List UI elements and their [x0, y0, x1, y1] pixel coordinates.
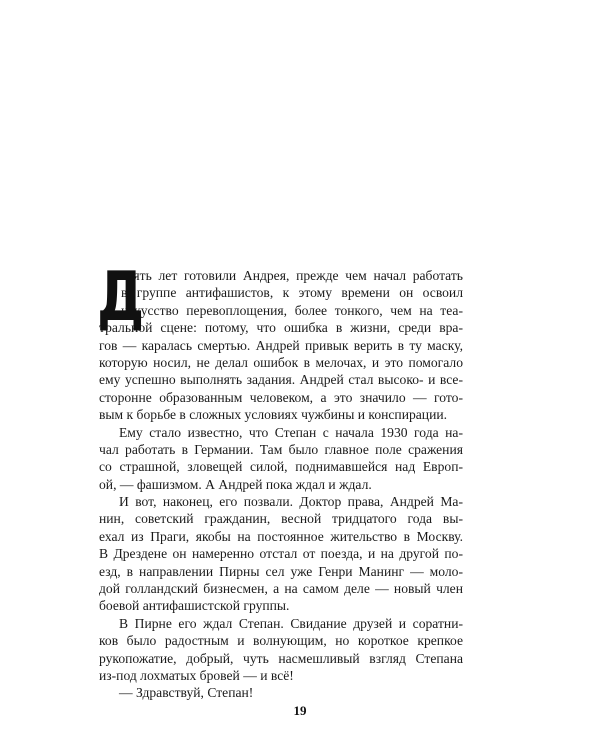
text-line: которую носил, не делал ошибок в мелочах, и это помогало [99, 354, 463, 370]
text-line: ков было радостным и волнующим, но короткое крепкое [99, 633, 463, 649]
text-line: ехал из Праги, якобы на постоянное жительство в Москву. [99, 528, 463, 544]
page-number: 19 [293, 703, 307, 718]
text-line: И вот, наконец, его позвали. Доктор права, Андрей Ма- [119, 494, 463, 510]
text-line: В Дрездене он намеренно отстал от поезда, и на другой по- [99, 546, 463, 562]
text-line: ему успешно выполнять задания. Андрей стал высоко- и все- [99, 372, 463, 388]
text-line: боевой антифашистской группы. [99, 598, 290, 614]
chapter-text [97, 258, 463, 702]
text-line: рукопожатие, добрый, чуть насмешливый взгляд Степана [99, 650, 463, 666]
text-line: ой, — фашизмом. А Андрей пока ждал и ждал. [99, 476, 372, 492]
text-line: — Здравствуй, Степан! [119, 685, 254, 701]
text-line: нин, советский гражданин, весной тридцатого года вы- [99, 511, 463, 527]
text-line: чал работать в Германии. Там было главное поле сражения [99, 441, 463, 457]
text-line: из-под лохматых бровей — и всё! [99, 667, 294, 683]
text-line: сторонне образованным человеком, а это значило — гото- [99, 389, 463, 405]
text-line: со страшной, зловещей силой, поднимавшейся над Европ- [99, 459, 463, 475]
text-line: езд, в направлении Пирны сел уже Генри Манинг — моло- [99, 563, 463, 579]
text-line: Ему стало известно, что Степан с начала 1930 года на- [119, 424, 463, 440]
text-line: в группе антифашистов, к этому времени он освоил [121, 285, 463, 301]
drop-cap: Д [97, 258, 145, 337]
text-line: вым к борьбе в сложных условиях чужбины и конспирации. [99, 407, 448, 423]
text-line: искусство перевоплощения, более тонкого, чем на теа- [121, 302, 463, 318]
text-line: есять лет готовили Андрея, прежде чем начал работать [121, 268, 463, 283]
text-line: дой голландский бизнесмен, а на самом деле — новый член [99, 581, 463, 597]
text-line: гов — каралась смертью. Андрей привык верить в ту маску, [99, 337, 463, 353]
text-line: В Пирне его ждал Степан. Свидание друзей и соратни- [119, 615, 463, 631]
text-line: тральной сцене: потому, что ошибка в жизни, среди вра- [99, 320, 463, 336]
